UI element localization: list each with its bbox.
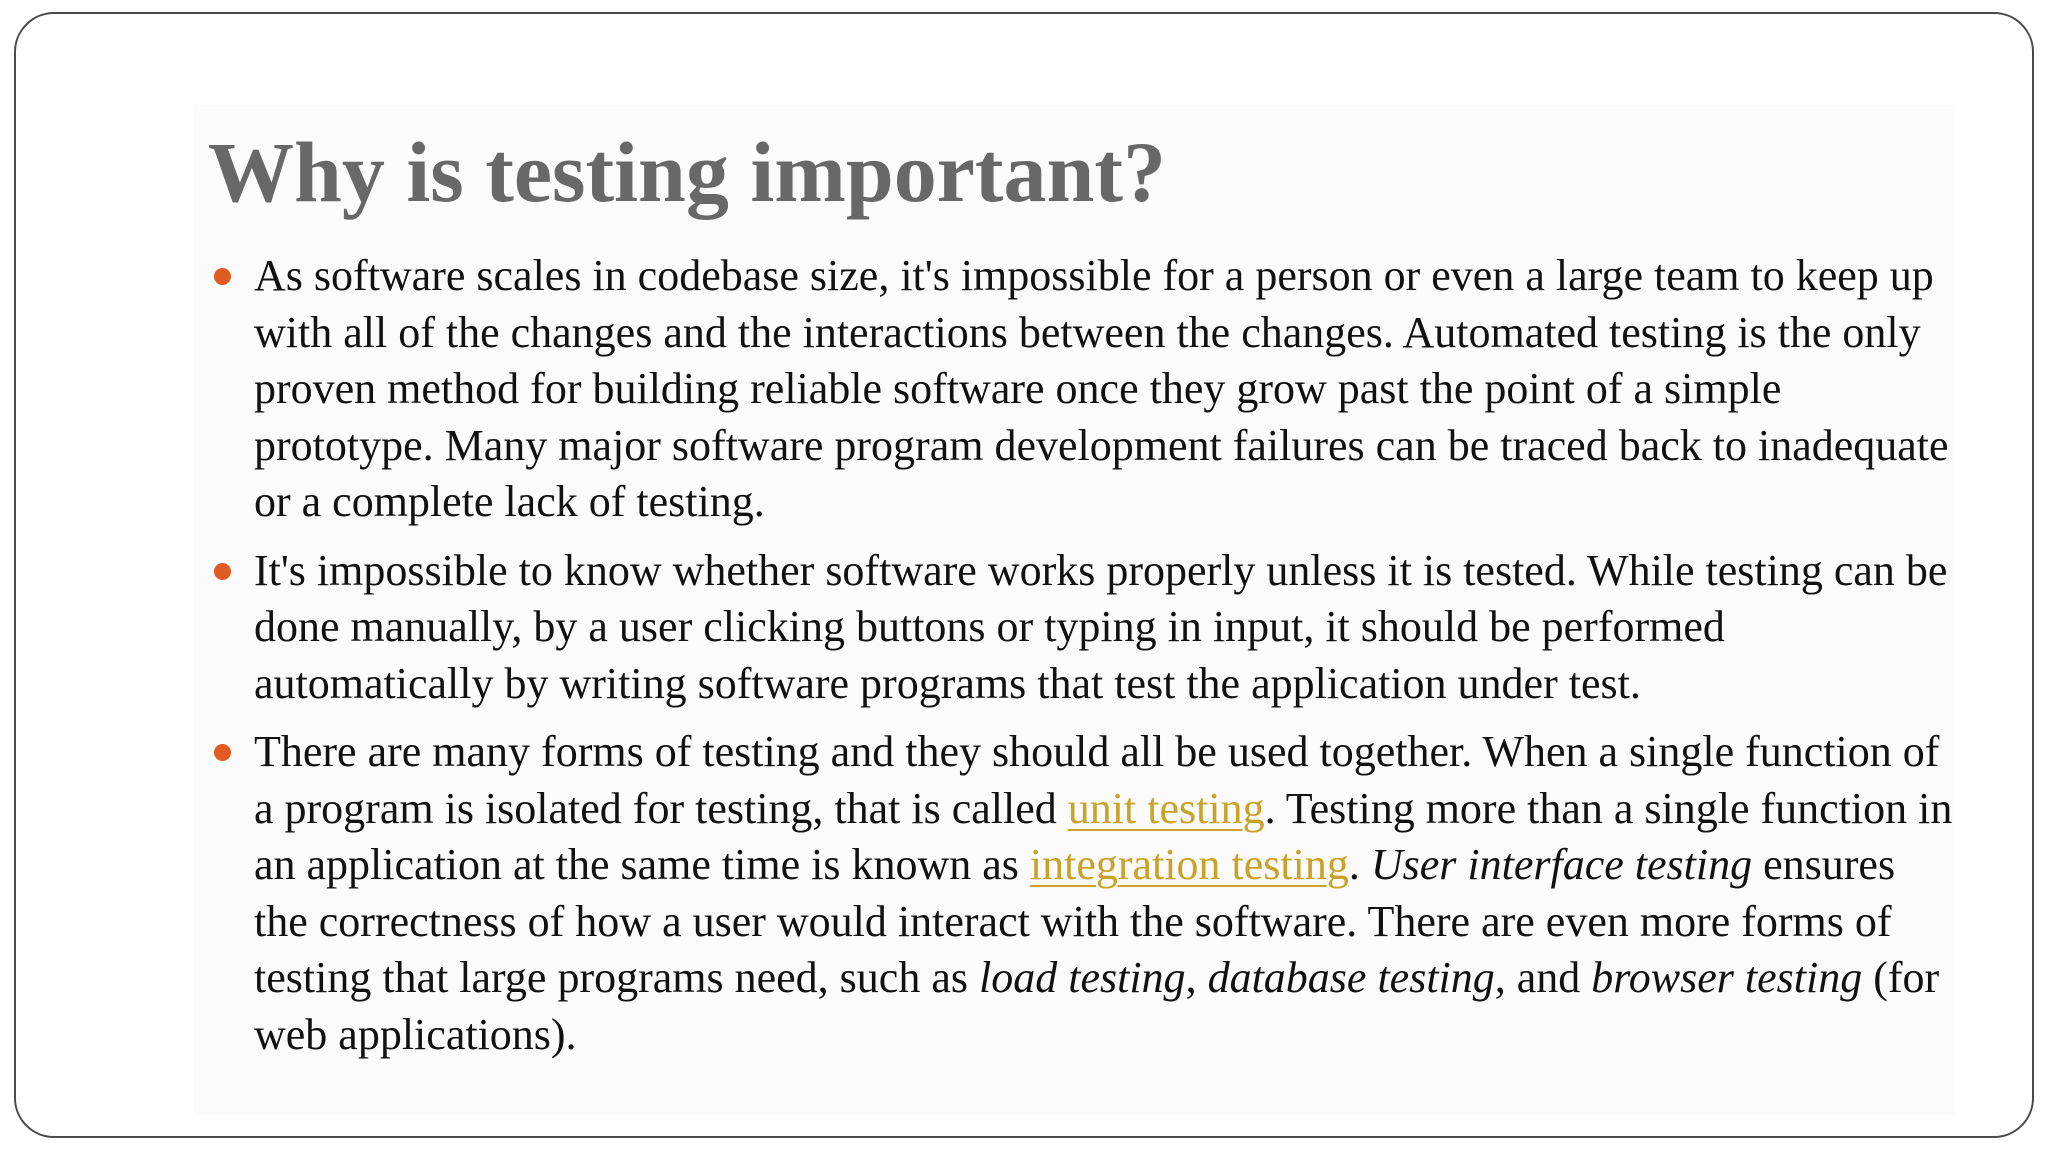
bullet-text-segment: There are many forms of testing and they should all be used together. When a single function of a program is isolated for testing, that is called	[254, 727, 1940, 833]
bullet-text: As software scales in codebase size, it's impossible for a person or even a large team to keep up with all of the changes and the interactions between the changes. Automated testing is the only proven method for building reliable software once they grow past the point of a simple prototype. Many major software program development failures can be traced back to inadequate or a complete lack of testing.	[254, 251, 1949, 526]
bullet-text-segment: . Testing more than a single function in an application at the same time is known as	[254, 783, 1953, 889]
slide-title: Why is testing important?	[208, 124, 1166, 220]
ui-testing-term: User interface testing	[1370, 840, 1753, 889]
bullet-text-segment: .	[1348, 840, 1371, 889]
bullet-text-segment: ,	[1185, 953, 1208, 1002]
bullet-item-forms-of-testing	[214, 724, 1954, 1063]
bullet-item-manual-vs-automatic	[214, 543, 1954, 713]
bullet-text-segment: (for web applications).	[254, 953, 1940, 1059]
integration-testing-link[interactable]: integration testing	[1029, 840, 1349, 889]
bullet-dot-icon	[214, 744, 231, 761]
bullet-dot-icon	[214, 268, 231, 285]
bullet-text: It's impossible to know whether software works properly unless it is tested. While testing can be done manually, by a user clicking buttons or typing in input, it should be performed automatically by writing software programs that test the application under test.	[254, 545, 1948, 708]
bullet-text-segment: ensures the correctness of how a user would interact with the software. There are even more forms of testing that large programs need, such as	[254, 840, 1896, 1002]
bullet-text-segment: , and	[1494, 953, 1592, 1002]
browser-testing-term: browser testing	[1591, 953, 1863, 1002]
unit-testing-link[interactable]: unit testing	[1067, 783, 1265, 833]
bullet-item-why-automated	[214, 248, 1954, 531]
bullet-dot-icon	[214, 563, 231, 580]
bullet-list	[214, 248, 1954, 1075]
load-testing-term: load testing	[979, 953, 1186, 1002]
database-testing-term: database testing	[1207, 953, 1495, 1002]
